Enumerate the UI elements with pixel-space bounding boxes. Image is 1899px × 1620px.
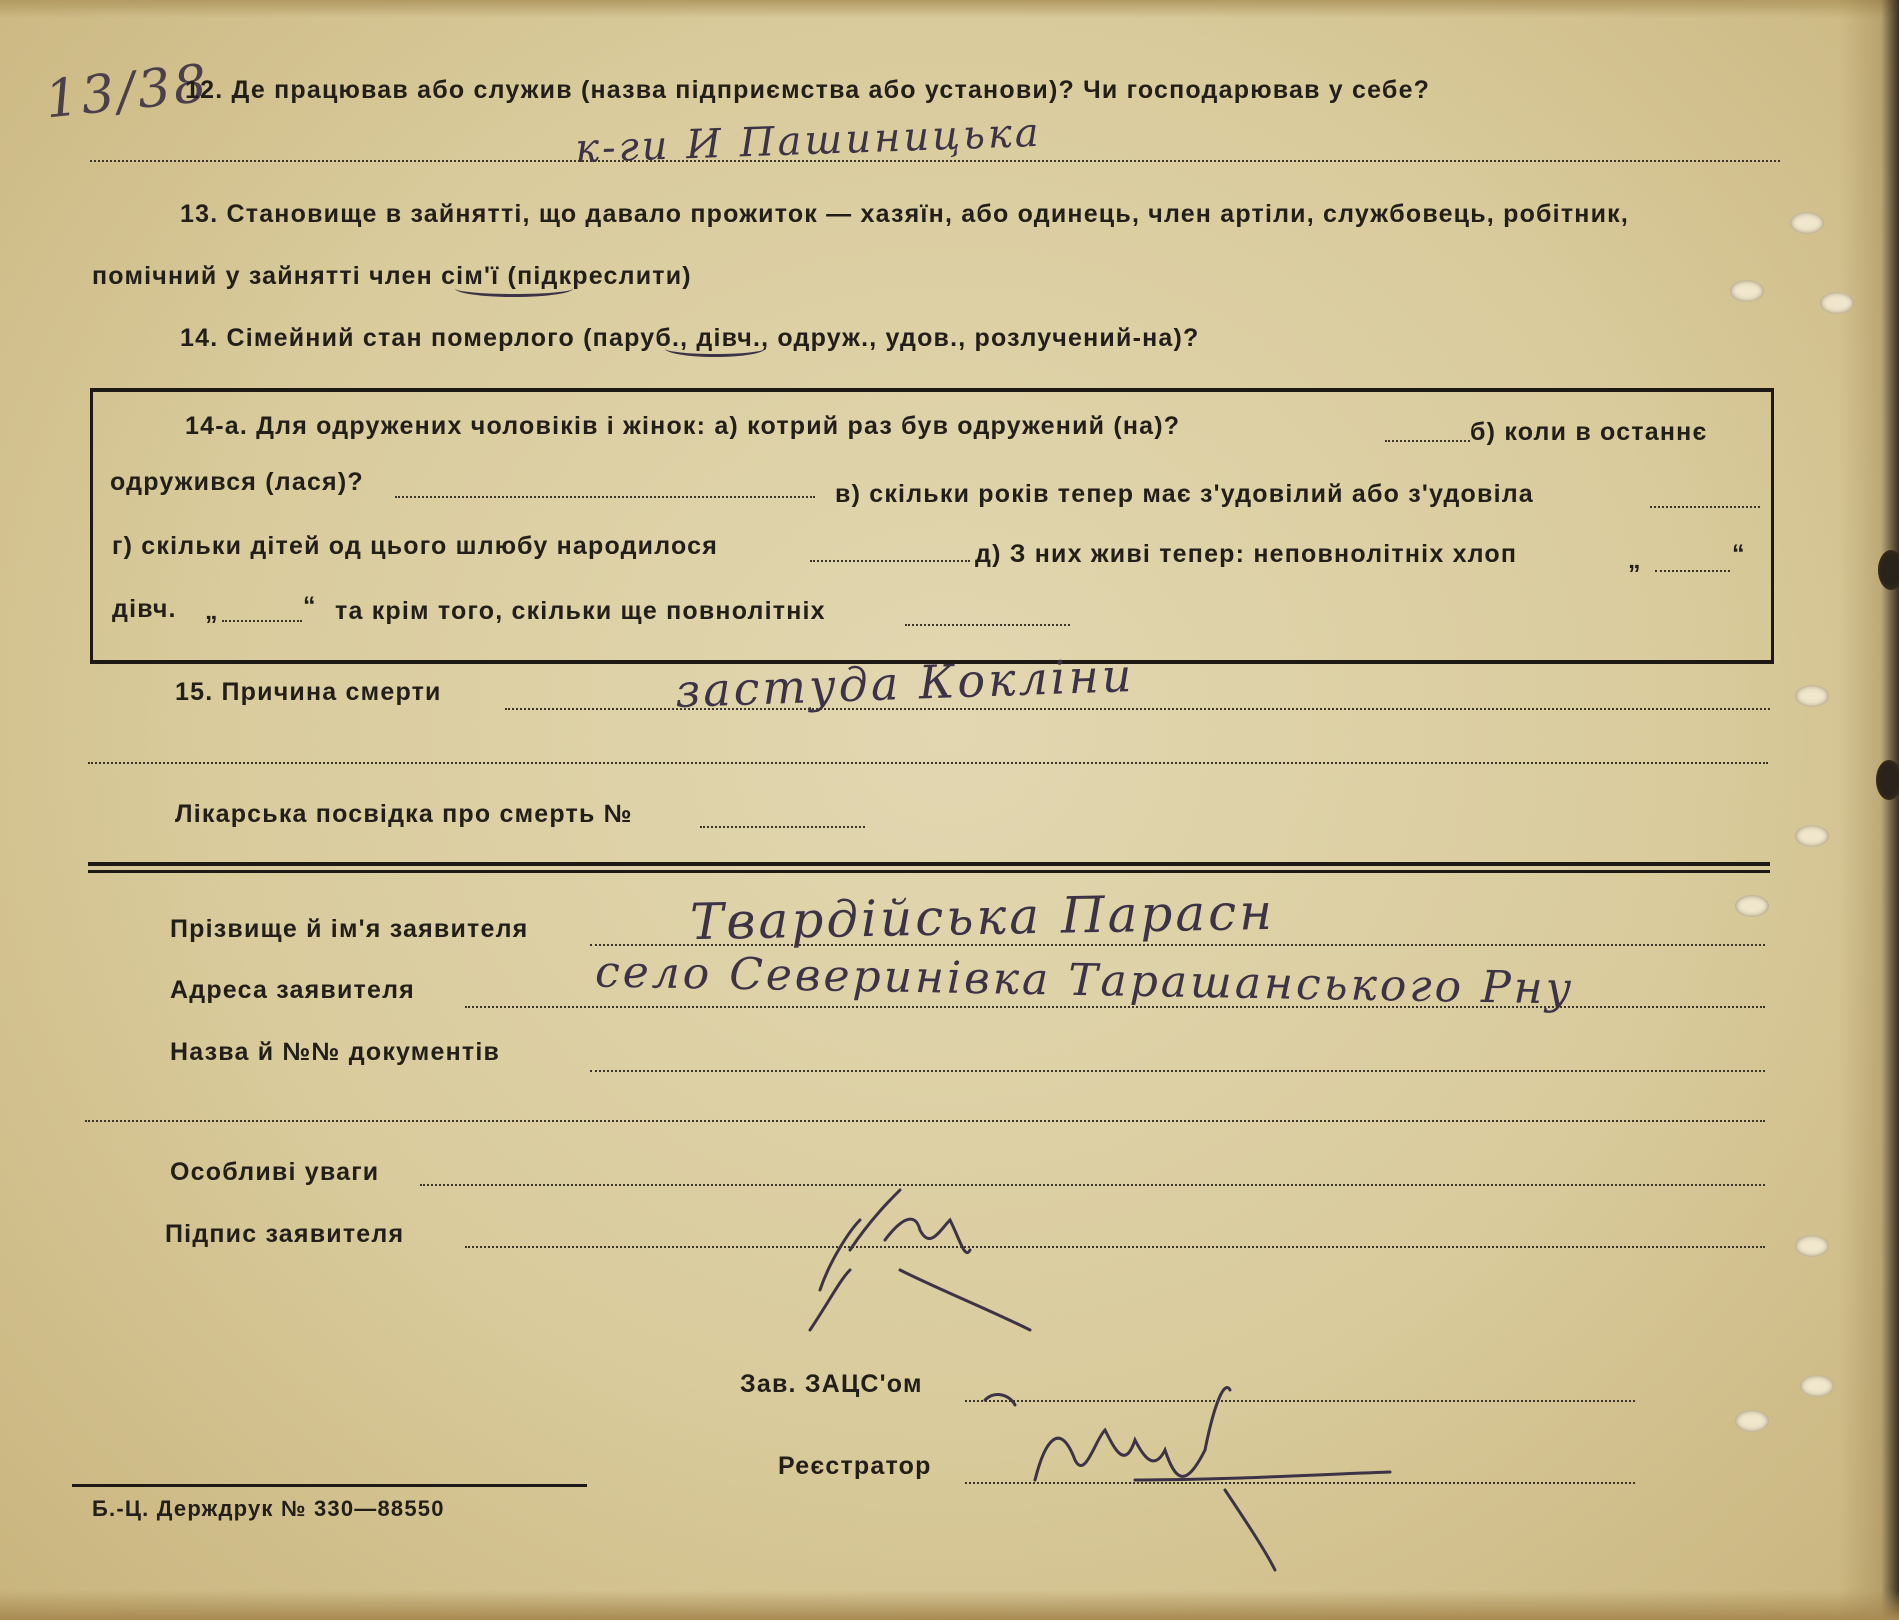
question-12-answer: к-ги И Пашиницька xyxy=(574,109,1043,173)
punch-hole xyxy=(1735,895,1769,917)
registrar-signature xyxy=(975,1380,1415,1580)
separator-rule xyxy=(88,870,1770,873)
paper-tear xyxy=(1878,550,1899,590)
applicant-name-label: Прізвище й ім'я заявителя xyxy=(170,915,529,943)
punch-hole xyxy=(1795,1235,1829,1257)
underline-mark xyxy=(665,340,765,357)
dotted-line xyxy=(590,944,1765,946)
question-14a-line3a: г) скільки дітей од цього шлюбу народилося xyxy=(112,532,719,560)
question-13-line2: помічний у зайнятті член сім'ї (підкреслити) xyxy=(92,262,692,290)
applicant-signature-label: Підпис заявителя xyxy=(165,1220,405,1248)
applicant-signature xyxy=(790,1180,1050,1330)
question-14-label: 14. Сімейний стан померлого (паруб., дівч., одруж., удов., розлучений-на)? xyxy=(180,324,1200,352)
punch-hole xyxy=(1795,685,1829,707)
question-15-answer: застуда Кокліни xyxy=(674,647,1136,719)
registrar-label: Реєстратор xyxy=(778,1452,932,1480)
dotted-line xyxy=(90,160,1780,162)
quote-mark: “ xyxy=(1732,540,1746,568)
question-14a-line4b: та крім того, скільки ще повнолітніх xyxy=(335,597,826,625)
special-notes-label: Особливі уваги xyxy=(170,1158,380,1186)
dotted-line xyxy=(222,620,302,622)
dotted-line xyxy=(590,1070,1765,1072)
punch-hole xyxy=(1800,1375,1834,1397)
dotted-line xyxy=(395,496,815,498)
corner-archive-number: 13/38 xyxy=(42,53,213,131)
paper-tear xyxy=(1876,760,1899,800)
punch-hole xyxy=(1795,825,1829,847)
separator-rule xyxy=(88,862,1770,866)
punch-hole xyxy=(1790,212,1824,234)
quote-mark: „ xyxy=(205,597,219,625)
applicant-address-value: село Северинівка Тарашанського Рну xyxy=(594,946,1575,1015)
question-14a-line2a: одружився (лася)? xyxy=(110,468,364,496)
quote-mark: “ xyxy=(303,592,317,620)
dotted-line xyxy=(420,1184,1765,1186)
dotted-line xyxy=(1650,506,1760,508)
paper-edge-right xyxy=(1839,0,1899,1620)
dotted-line xyxy=(1385,440,1470,442)
underline-mark xyxy=(455,280,573,297)
paper-edge-bottom xyxy=(0,1590,1899,1620)
documents-label: Назва й №№ документів xyxy=(170,1038,501,1066)
question-14a-line1: 14-а. Для одружених чоловіків і жінок: а) котрий раз був одружений (на)? xyxy=(185,412,1181,440)
printer-imprint: Б.-Ц. Держдрук № 330—88550 xyxy=(92,1496,445,1521)
dotted-line xyxy=(465,1246,1765,1248)
dotted-line xyxy=(88,762,1768,764)
applicant-name-value: Твардійська Парасн xyxy=(689,882,1276,952)
imprint-rule xyxy=(72,1484,587,1487)
question-14a-line3b: д) З них живі тепер: неповнолітніх хлоп xyxy=(975,540,1518,568)
medical-certificate-label: Лікарська посвідка про смерть № xyxy=(175,800,633,828)
question-12-label: 12. Де працював або служив (назва підприємства або установи)? Чи господарював у себе? xyxy=(185,76,1431,104)
zags-head-label: Зав. ЗАЦС'ом xyxy=(740,1370,923,1398)
punch-hole xyxy=(1820,292,1854,314)
dotted-line xyxy=(1655,570,1730,572)
quote-mark: „ xyxy=(1628,546,1642,574)
dotted-line xyxy=(465,1006,1765,1008)
question-13-line1: 13. Становище в зайнятті, що давало прожиток — хазяїн, або одинець, член артіли, службовець, робітник, xyxy=(180,200,1629,228)
question-14a-line2b: в) скільки років тепер має з'удовілий або з'удовіла xyxy=(835,480,1534,508)
question-14a-line4a: дівч. xyxy=(112,595,177,623)
dotted-line xyxy=(505,708,1770,710)
dotted-line xyxy=(905,624,1070,626)
punch-hole xyxy=(1735,1410,1769,1432)
question-14a-line1b: б) коли в останнє xyxy=(1470,418,1708,446)
question-15-label: 15. Причина смерти xyxy=(175,678,442,706)
dotted-line xyxy=(810,560,970,562)
punch-hole xyxy=(1730,280,1764,302)
applicant-address-label: Адреса заявителя xyxy=(170,976,415,1004)
paper-edge-top xyxy=(0,0,1899,18)
dotted-line xyxy=(700,826,865,828)
dotted-line xyxy=(85,1120,1765,1122)
